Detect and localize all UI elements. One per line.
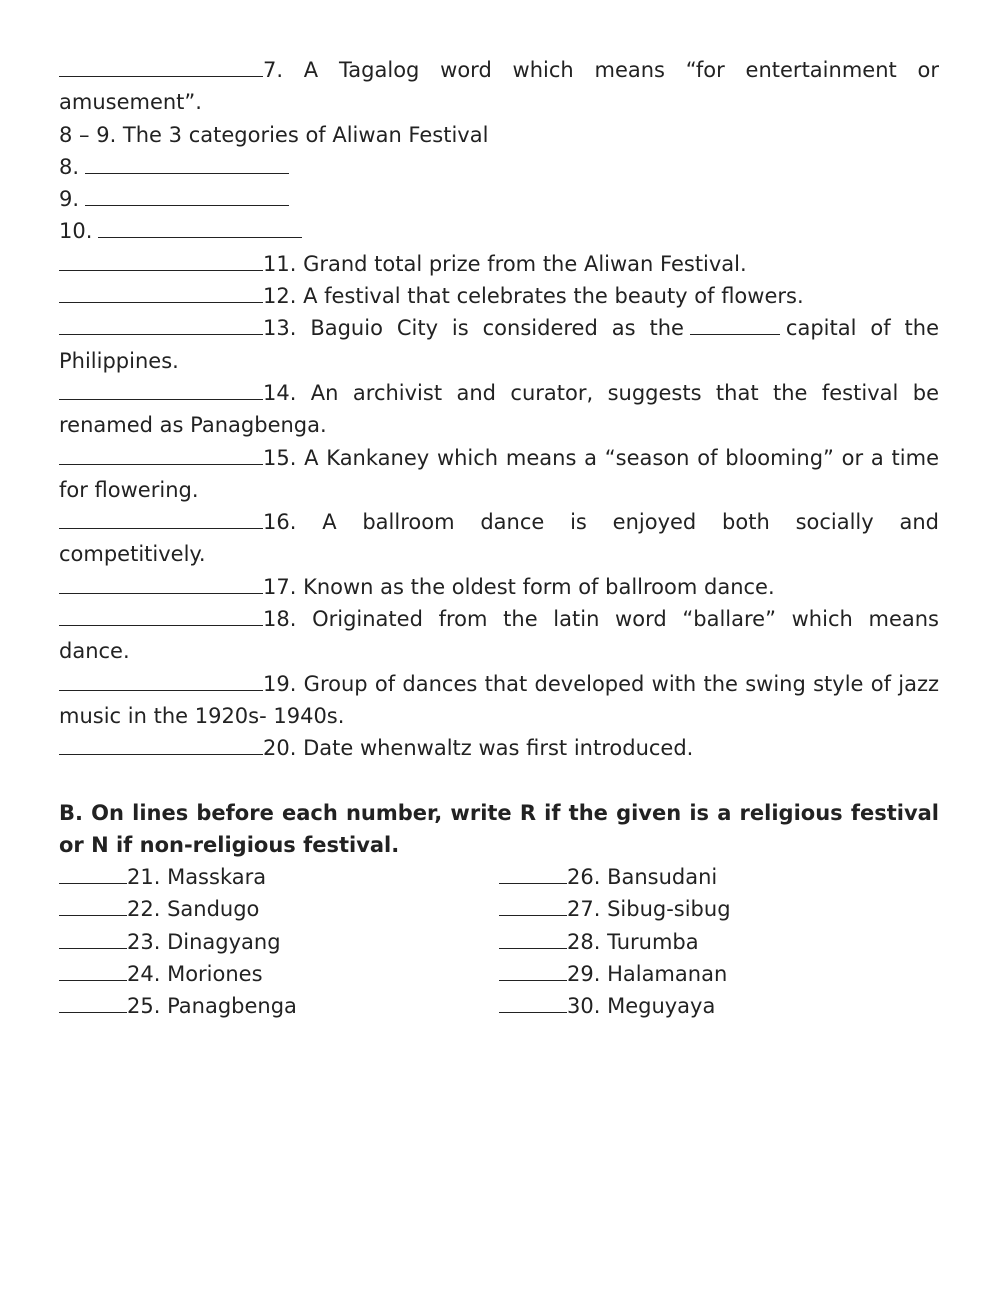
answer-blank[interactable] [59, 861, 127, 884]
question-15: 15. A Kankaney which means a “season of blooming” or a time for flowering. [59, 442, 939, 507]
answer-blank[interactable] [499, 861, 567, 884]
question-18: 18. Originated from the latin word “ballare” which means dance. [59, 603, 939, 668]
answer-blank[interactable] [59, 732, 263, 755]
question-10: 10. [59, 215, 939, 247]
part-b-items [59, 861, 939, 1022]
part-b-left-column [59, 861, 499, 1022]
answer-blank[interactable] [59, 248, 263, 271]
answer-blank[interactable] [59, 926, 127, 949]
answer-blank[interactable] [59, 280, 263, 303]
answer-blank[interactable] [98, 215, 302, 238]
question-8-9-heading: 8 – 9. The 3 categories of Aliwan Festival [59, 122, 489, 147]
list-item: 27. Sibug-sibug [499, 893, 939, 925]
answer-blank[interactable] [59, 958, 127, 981]
list-item: 23. Dinagyang [59, 926, 499, 958]
question-20: 20. Date whenwaltz was first introduced. [59, 732, 939, 764]
answer-blank[interactable] [59, 54, 263, 77]
part-b-right-column [499, 861, 939, 1022]
list-item: 22. Sandugo [59, 893, 499, 925]
question-12: 12. A festival that celebrates the beauty of flowers. [59, 280, 939, 312]
list-item: 21. Masskara [59, 861, 499, 893]
answer-blank[interactable] [499, 958, 567, 981]
answer-blank[interactable] [499, 926, 567, 949]
worksheet [59, 54, 939, 1023]
answer-blank[interactable] [59, 312, 263, 335]
question-14: 14. An archivist and curator, suggests that the festival be renamed as Panagbenga. [59, 377, 939, 442]
answer-blank[interactable] [59, 603, 263, 626]
question-7: 7. A Tagalog word which means “for entertainment or amusement”. [59, 54, 939, 119]
part-b-heading: B. On lines before each number, write R if the given is a religious festival or N if non-religious festival. [59, 800, 939, 857]
answer-blank[interactable] [499, 990, 567, 1013]
question-11: 11. Grand total prize from the Aliwan Festival. [59, 248, 939, 280]
answer-blank[interactable] [59, 377, 263, 400]
list-item: 26. Bansudani [499, 861, 939, 893]
question-9: 9. [59, 183, 939, 215]
question-16: 16. A ballroom dance is enjoyed both socially and competitively. [59, 506, 939, 571]
list-item: 25. Panagbenga [59, 990, 499, 1022]
list-item: 29. Halamanan [499, 958, 939, 990]
answer-blank[interactable] [499, 893, 567, 916]
question-19: 19. Group of dances that developed with the swing style of jazz music in the 1920s- 1940s. [59, 668, 939, 733]
answer-blank[interactable] [85, 183, 289, 206]
answer-blank[interactable] [59, 442, 263, 465]
list-item: 30. Meguyaya [499, 990, 939, 1022]
answer-blank[interactable] [59, 893, 127, 916]
list-item: 24. Moriones [59, 958, 499, 990]
inline-blank[interactable] [690, 312, 780, 335]
answer-blank[interactable] [85, 151, 289, 174]
question-8: 8. [59, 151, 939, 183]
question-13: 13. Baguio City is considered as the capital of the Philippines. [59, 312, 939, 377]
question-17: 17. Known as the oldest form of ballroom dance. [59, 571, 939, 603]
list-item: 28. Turumba [499, 926, 939, 958]
answer-blank[interactable] [59, 990, 127, 1013]
answer-blank[interactable] [59, 668, 263, 691]
answer-blank[interactable] [59, 571, 263, 594]
answer-blank[interactable] [59, 506, 263, 529]
